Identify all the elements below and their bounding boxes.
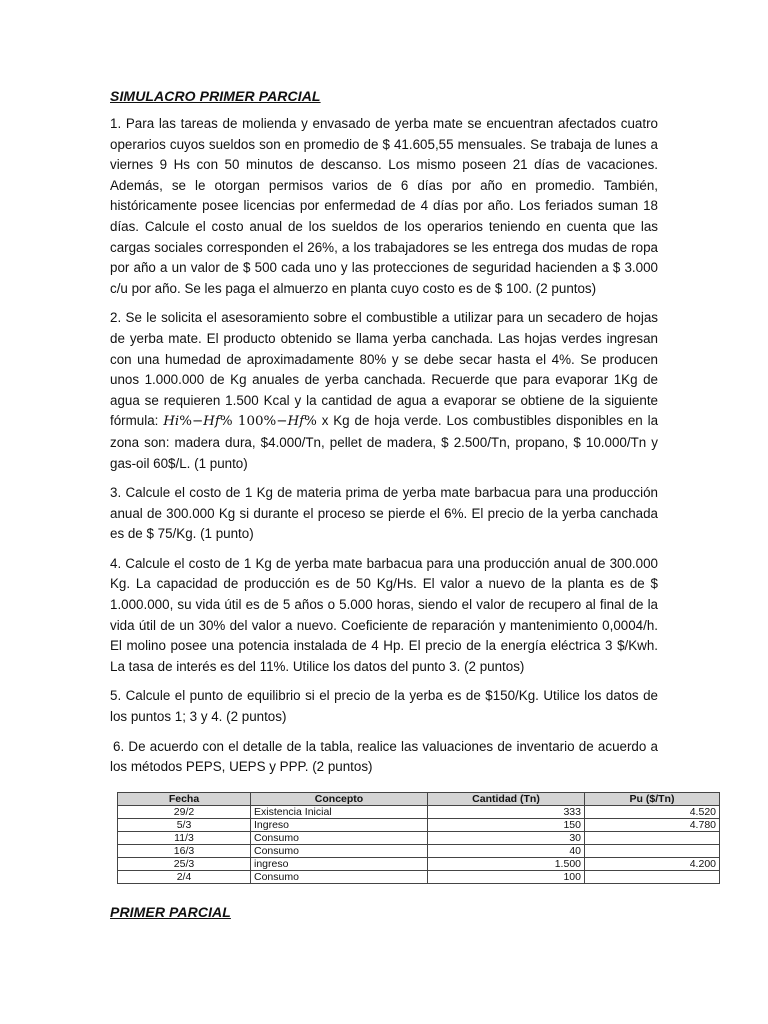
inventory-table-wrap [117, 792, 720, 884]
cell-pu: 4.200 [585, 857, 720, 870]
formula-part-d: % 100%− [219, 414, 288, 430]
cell-concepto: ingreso [251, 857, 428, 870]
page-title: SIMULACRO PRIMER PARCIAL [110, 88, 321, 104]
table-row [118, 831, 720, 844]
cell-cantidad: 1.500 [428, 857, 585, 870]
cell-pu [585, 870, 720, 883]
table-header-row [118, 792, 720, 805]
formula-part-b: %− [179, 414, 204, 430]
question-5: 5. Calcule el punto de equilibrio si el precio de la yerba es de $150/Kg. Utilice los datos de los puntos 1; 3 y 4. (2 puntos) [110, 688, 658, 725]
table-row [118, 844, 720, 857]
cell-concepto: Consumo [251, 844, 428, 857]
cell-cantidad: 100 [428, 870, 585, 883]
cell-cantidad: 40 [428, 844, 585, 857]
cell-pu [585, 844, 720, 857]
header-pu: Pu ($/Tn) [585, 792, 720, 805]
table-row [118, 818, 720, 831]
cell-pu [585, 831, 720, 844]
cell-concepto: Ingreso [251, 818, 428, 831]
formula-hi: Hi [163, 414, 180, 430]
inventory-table [117, 792, 720, 884]
formula-hf-2: Hf [287, 414, 305, 430]
question-1: 1. Para las tareas de molienda y envasado de yerba mate se encuentran afectados cuatro operarios cuyos sueldos son en promedio de $ 41.605,55 mensuales. Se trabaja de lunes a viernes 9 Hs con 50 minutos de descanso. Los mismo poseen 21 días de vacaciones. Además, se le otorgan permisos varios de 6 días por año en promedio. También, históricamente posee licencias por enfermedad de 4 días por año. Los feriados suman 18 días. Calcule el costo anual de los sueldos de los operarios teniendo en cuenta que las cargas sociales corresponden el 26%, a los trabajadores se les entrega dos mudas de ropa por año a un valor de $ 500 cada uno y las protecciones de seguridad hacienden a $ 3.000 c/u por año. Se les paga el almuerzo en planta cuyo costo es de $ 100. (2 puntos) [110, 116, 658, 296]
cell-fecha: 5/3 [118, 818, 251, 831]
cell-cantidad: 30 [428, 831, 585, 844]
cell-fecha: 29/2 [118, 805, 251, 818]
cell-concepto: Consumo [251, 831, 428, 844]
table-row [118, 805, 720, 818]
cell-fecha: 25/3 [118, 857, 251, 870]
cell-concepto: Existencia Inicial [251, 805, 428, 818]
formula-hf-1: Hf [203, 414, 220, 430]
table-row [118, 870, 720, 883]
question-2 [110, 308, 658, 474]
question-6: 6. De acuerdo con el detalle de la tabla, realice las valuaciones de inventario de acuerdo a los métodos PEPS, UEPS y PPP. (2 puntos) [110, 738, 658, 775]
header-cantidad: Cantidad (Tn) [428, 792, 585, 805]
cell-fecha: 2/4 [118, 870, 251, 883]
cell-cantidad: 150 [428, 818, 585, 831]
table-row [118, 857, 720, 870]
cell-pu: 4.780 [585, 818, 720, 831]
question-2-text-after: x Kg de hoja verde. Los combustibles disponibles en la zona son: madera dura, $4.000/Tn, pellet de madera, $ 2.500/Tn, propano, $ 10.000/Tn y gas-oil 60$/L. (1 punto) [110, 413, 659, 471]
header-fecha: Fecha [118, 792, 251, 805]
question-4: 4. Calcule el costo de 1 Kg de yerba mate barbacua para una producción anual de 300.000 Kg. La capacidad de producción es de 50 Kg/Hs. El valor a nuevo de la planta es de $ 1.000.000, su vida útil es de 5 años o 5.000 horas, siendo el valor de recupero al final de la vida útil de un 30% del valor a nuevo. Coeficiente de reparación y mantenimiento 0,0004/h. El molino posee una potencia instalada de 4 Hp. El precio de la energía eléctrica 3 $/Kwh. La tasa de interés es del 11%. Utilice los datos del punto 3. (2 puntos) [110, 555, 658, 674]
section-title: PRIMER PARCIAL [110, 903, 231, 920]
header-concepto: Concepto [251, 792, 428, 805]
cell-concepto: Consumo [251, 870, 428, 883]
cell-fecha: 16/3 [118, 844, 251, 857]
question-3: 3. Calcule el costo de 1 Kg de materia prima de yerba mate barbacua para una producción anual de 300.000 Kg si durante el proceso se pierde el 6%. El precio de la yerba canchada es de $ 75/Kg. (1 punto) [110, 485, 658, 542]
question-2-text-before: 2. Se le solicita el asesoramiento sobre el combustible a utilizar para un secadero de hojas de yerba mate. El producto obtenido se llama yerba canchada. Las hojas verdes ingresan con una humedad de aproximadamente 80% y se debe secar hasta el 4%. Se producen unos 1.000.000 de Kg anuales de yerba canchada. Recuerde que para evaporar 1Kg de agua se requieren 1.500 Kcal y la cantidad de agua a evaporar se obtiene de la siguiente fórmula: [110, 310, 658, 429]
formula-part-f: % [304, 414, 317, 430]
cell-fecha: 11/3 [118, 831, 251, 844]
cell-cantidad: 333 [428, 805, 585, 818]
cell-pu: 4.520 [585, 805, 720, 818]
